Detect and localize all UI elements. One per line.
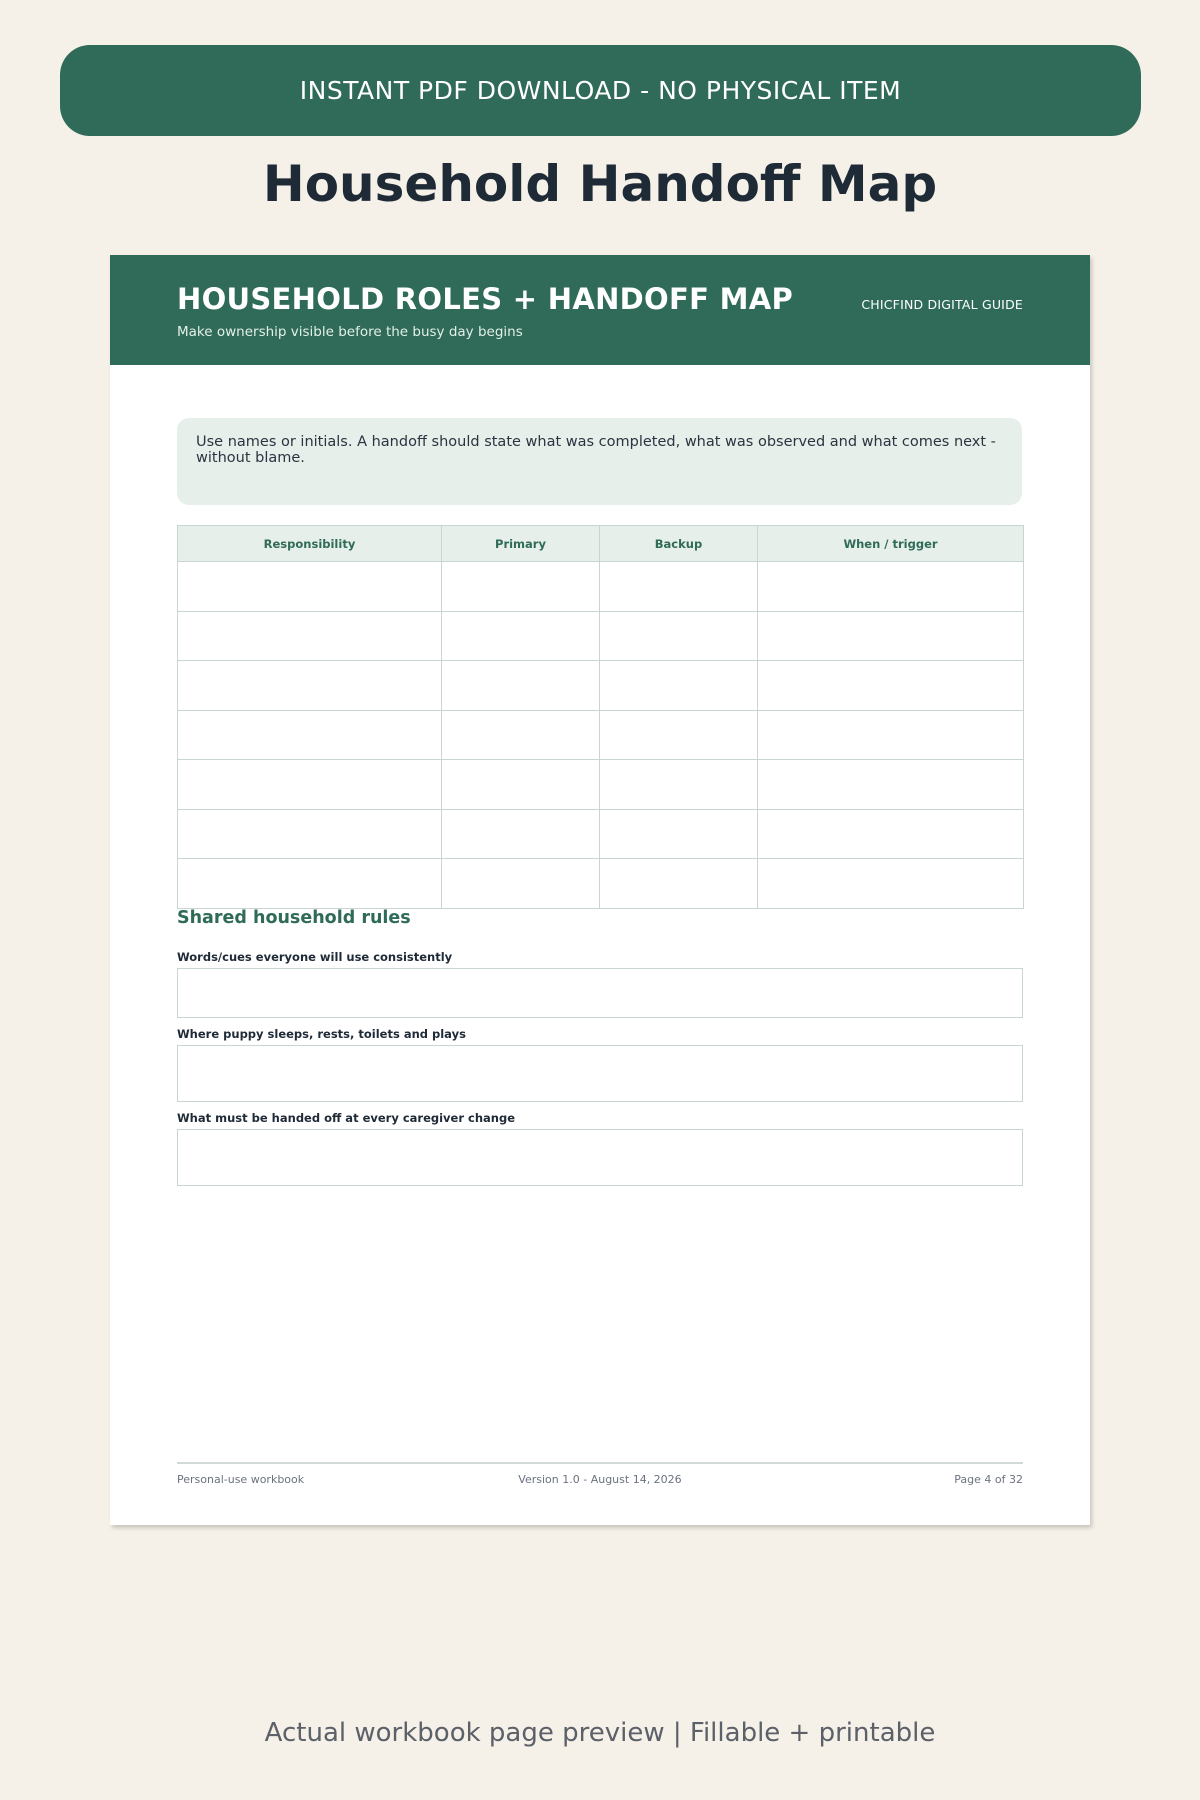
table-cell[interactable]: [600, 611, 758, 661]
table-cell[interactable]: [178, 760, 442, 810]
table-cell[interactable]: [178, 661, 442, 711]
footer-divider: [177, 1462, 1023, 1464]
table-row: [178, 661, 1024, 711]
table-row: [178, 562, 1024, 612]
table-cell[interactable]: [600, 661, 758, 711]
footer-center: Version 1.0 - August 14, 2026: [518, 1473, 682, 1486]
field-input-puppy-areas[interactable]: [177, 1045, 1023, 1102]
footer-right: Page 4 of 32: [954, 1473, 1023, 1486]
table-cell[interactable]: [178, 809, 442, 859]
table-cell[interactable]: [442, 611, 600, 661]
table-cell[interactable]: [758, 562, 1024, 612]
table-cell[interactable]: [178, 859, 442, 909]
table-cell[interactable]: [442, 859, 600, 909]
table-cell[interactable]: [758, 809, 1024, 859]
instruction-note: Use names or initials. A handoff should state what was completed, what was observed and what comes next - without blame.: [177, 418, 1022, 505]
table-cell[interactable]: [758, 760, 1024, 810]
table-cell[interactable]: [600, 710, 758, 760]
table-cell[interactable]: [178, 710, 442, 760]
field-label-cues: Words/cues everyone will use consistently: [177, 950, 453, 964]
page-header: [110, 255, 1090, 365]
table-cell[interactable]: [600, 809, 758, 859]
column-header-when-trigger: When / trigger: [758, 526, 1024, 562]
workbook-page-preview: [110, 255, 1090, 1525]
field-input-cues[interactable]: [177, 968, 1023, 1018]
rules-section-title: Shared household rules: [177, 908, 411, 928]
table-cell[interactable]: [442, 661, 600, 711]
field-label-puppy-areas: Where puppy sleeps, rests, toilets and plays: [177, 1027, 466, 1041]
table-body: [178, 562, 1024, 909]
page-header-title: HOUSEHOLD ROLES + HANDOFF MAP: [177, 282, 794, 316]
main-title: Household Handoff Map: [262, 155, 938, 213]
column-header-primary: Primary: [442, 526, 600, 562]
table-cell[interactable]: [600, 562, 758, 612]
download-banner: [60, 45, 1141, 136]
page-header-subtitle: Make ownership visible before the busy day begins: [177, 324, 523, 340]
table-cell[interactable]: [442, 562, 600, 612]
brand-label: CHICFIND DIGITAL GUIDE: [861, 297, 1023, 312]
table-cell[interactable]: [600, 760, 758, 810]
table-cell[interactable]: [178, 562, 442, 612]
table-row: [178, 809, 1024, 859]
table-header-row: [178, 526, 1024, 562]
table-cell[interactable]: [442, 710, 600, 760]
table-cell[interactable]: [758, 661, 1024, 711]
table-row: [178, 859, 1024, 909]
field-label-handoff-items: What must be handed off at every caregiver change: [177, 1111, 516, 1125]
table-row: [178, 710, 1024, 760]
footer-left: Personal-use workbook: [177, 1473, 305, 1486]
banner-text: INSTANT PDF DOWNLOAD - NO PHYSICAL ITEM: [299, 76, 902, 105]
field-input-handoff-items[interactable]: [177, 1129, 1023, 1186]
roles-table: [177, 525, 1024, 909]
preview-caption: Actual workbook page preview | Fillable + printable: [264, 1718, 936, 1748]
table-cell[interactable]: [758, 859, 1024, 909]
table-cell[interactable]: [442, 760, 600, 810]
table-cell[interactable]: [442, 809, 600, 859]
table-row: [178, 611, 1024, 661]
table-cell[interactable]: [600, 859, 758, 909]
column-header-responsibility: Responsibility: [178, 526, 442, 562]
table-cell[interactable]: [758, 710, 1024, 760]
table-row: [178, 760, 1024, 810]
column-header-backup: Backup: [600, 526, 758, 562]
table-cell[interactable]: [178, 611, 442, 661]
table-cell[interactable]: [758, 611, 1024, 661]
